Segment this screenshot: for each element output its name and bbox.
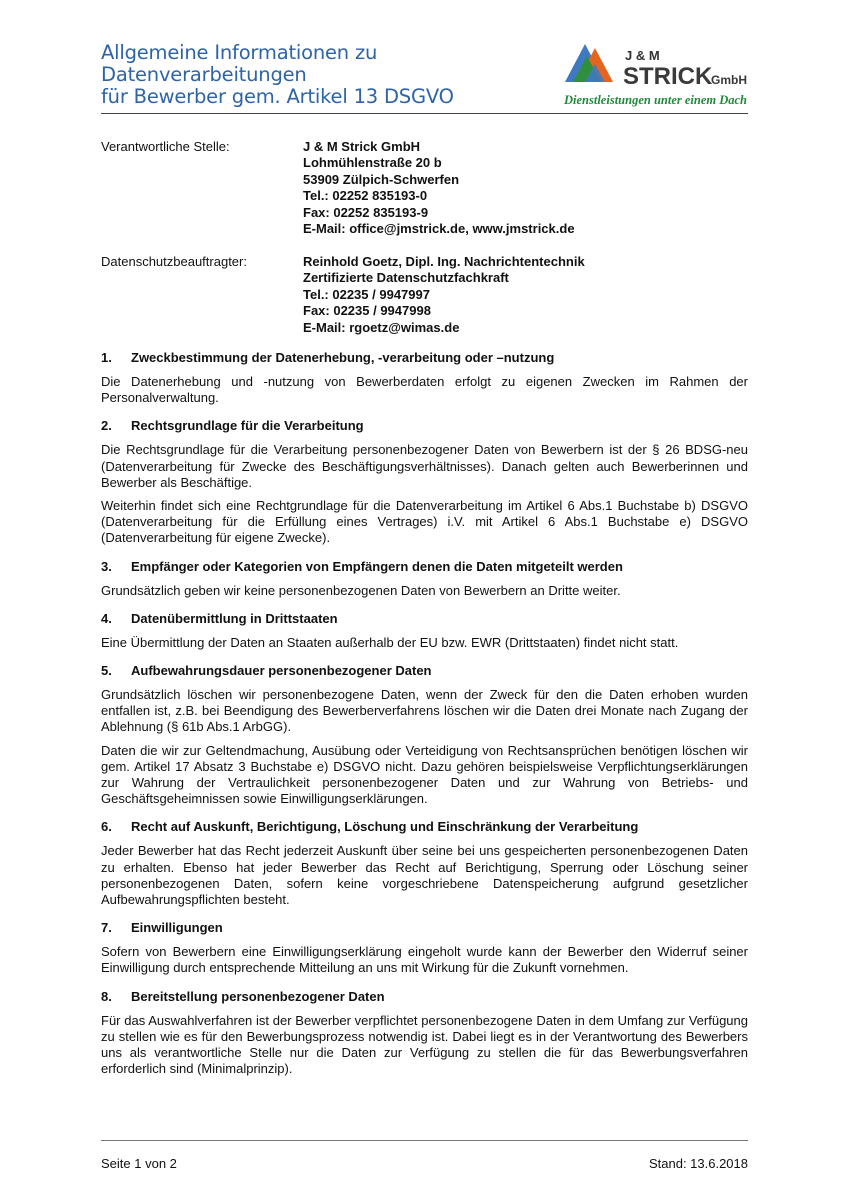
section-heading: 2. Rechtsgrundlage für die Verarbeitung [101, 418, 364, 434]
section [101, 663, 748, 807]
logo-suffix: GmbH [711, 73, 747, 87]
logo-tagline: Dienstleistungen unter einem Dach [564, 93, 748, 107]
section [101, 611, 748, 651]
section-paragraph: Grundsätzlich geben wir keine personenbezogenen Daten von Bewerbern an Dritte weiter. [101, 582, 621, 598]
dpo-label: Datenschutzbeauftragter: [101, 254, 247, 269]
responsible-party-block [101, 139, 751, 239]
responsible-line: J & M Strick GmbH [303, 139, 421, 154]
responsible-line: 53909 Zülpich-Schwerfen [303, 171, 460, 187]
section-heading: 6. Recht auf Auskunft, Berichtigung, Löschung und Einschränkung der Verarbeitung [101, 819, 639, 835]
section-paragraph: Jeder Bewerber hat das Recht jederzeit Auskunft über seine bei uns gespeicherten personenbezogenen Daten zu erhalten. Ebenso hat jeder Bewerber das Recht auf Berichtigung, Sperrung oder Löschung seiner personenbezogenen Daten, sofern keine vorgeschriebene Datenspeicherung aufgrund gesetzlicher Aufbewahrungspflichten besteht. [101, 843, 748, 908]
responsible-line: Lohmühlenstraße 20 b [303, 155, 442, 171]
section [101, 920, 748, 976]
section-paragraph: Die Rechtsgrundlage für die Verarbeitung personenbezogener Daten von Bewerbern ist der § 26 BDSG-neu (Datenverarbeitung für Zwecke des Beschäftigungsverhältnisses). Danach gelten auch Bewerberinnen und Bewerber als Beschäftige. [101, 442, 748, 490]
section-paragraph: Weiterhin findet sich eine Rechtgrundlage für die Datenverarbeitung im Artikel 6 Abs.1 Buchstabe b) DSGVO (Datenverarbeitung für die Erfüllung eines Vertrages) i.V. mit Artikel 6 Abs.1 Buchstabe e) DSGVO (Datenverarbeitung für eigene Zwecke). [101, 498, 748, 546]
responsible-line: Tel.: 02252 835193-0 [303, 188, 428, 204]
dpo-line: Zertifizierte Datenschutzfachkraft [303, 270, 509, 286]
section [101, 559, 748, 599]
section-paragraph: Grundsätzlich löschen wir personenbezogene Daten, wenn der Zweck für den die Daten erhoben wurden entfallen ist, z.B. bei Beendigung des Bewerberverfahrens löschen wir die Daten drei Monate nach Zugang der Ablehnung (§ 61b Abs.1 ArbGG). [101, 687, 748, 735]
section-paragraph: Die Datenerhebung und -nutzung von Bewerberdaten erfolgt zu eigenen Zwecken im Rahmen der Personalverwaltung. [101, 374, 748, 406]
section-heading: 7. Einwilligungen [101, 920, 223, 936]
section-paragraph: Sofern von Bewerbern eine Einwilligungserklärung eingeholt wurde kann der Bewerber den Widerruf seiner Einwilligung durch entsprechende Mitteilung an uns mit Wirkung für die Zukunft vornehmen. [101, 944, 748, 976]
dpo-line: Reinhold Goetz, Dipl. Ing. Nachrichtentechnik [303, 254, 585, 269]
section [101, 418, 748, 546]
section [101, 819, 748, 908]
section [101, 350, 748, 406]
section-paragraph: Daten die wir zur Geltendmachung, Ausübung oder Verteidigung von Rechtsansprüchen benötigen löschen wir gem. Artikel 17 Absatz 3 Buchstabe e) DSGVO nicht. Dazu gehören beispielsweise Verpflichtungserklärungen zur Wahrung der Vertraulichkeit personenbezogener Daten und zur Wahrung von Betriebs- und Geschäftsgeheimnissen sowie Einwilligungserklärungen. [101, 742, 748, 807]
title-line-1: Allgemeine Informationen zu Datenverarbeitungen [101, 41, 378, 86]
page-number: Seite 1 von 2 [101, 1156, 177, 1171]
logo-triangles-icon [565, 44, 613, 82]
section [101, 989, 748, 1078]
footer-divider [101, 1140, 748, 1141]
dpo-block [101, 254, 751, 338]
dpo-line: Fax: 02235 / 9947998 [303, 303, 431, 319]
logo-top-text: J & M [625, 48, 660, 63]
title-line-2: für Bewerber gem. Artikel 13 DSGVO [101, 85, 454, 108]
company-logo [563, 38, 763, 112]
responsible-label: Verantwortliche Stelle: [101, 139, 230, 154]
dpo-details [303, 254, 585, 336]
section-heading: 1. Zweckbestimmung der Datenerhebung, -verarbeitung oder –nutzung [101, 350, 555, 365]
header-divider [101, 113, 748, 114]
document-body [101, 350, 748, 1089]
section-heading: 4. Datenübermittlung in Drittstaaten [101, 610, 338, 626]
section-heading: 5. Aufbewahrungsdauer personenbezogener Daten [101, 663, 432, 679]
section-paragraph: Für das Auswahlverfahren ist der Bewerber verpflichtet personenbezogene Daten in dem Umfang zur Verfügung zu stellen wie es für den Bewerbungsprozess notwendig ist. Dabei liegt es in der Verantwortung des Bewerbers uns als verantwortliche Stelle nur die Daten zur Verfügung zu stellen die für das Bewerbungsverfahren erforderlich sind (Minimalprinzip). [101, 1012, 748, 1077]
responsible-line: Fax: 02252 835193-9 [303, 204, 429, 220]
responsible-line: E-Mail: office@jmstrick.de, www.jmstrick.de [303, 221, 575, 237]
dpo-line: E-Mail: rgoetz@wimas.de [303, 319, 460, 335]
logo-main-text: STRICK [623, 63, 713, 90]
responsible-details [303, 139, 575, 237]
document-date: Stand: 13.6.2018 [648, 1156, 748, 1171]
dpo-line: Tel.: 02235 / 9947997 [303, 286, 430, 302]
section-heading: 3. Empfänger oder Kategorien von Empfängern denen die Daten mitgeteilt werden [101, 558, 623, 574]
section-heading: 8. Bereitstellung personenbezogener Daten [101, 988, 385, 1004]
document-title [101, 42, 571, 108]
section-paragraph: Eine Übermittlung der Daten an Staaten außerhalb der EU bzw. EWR (Drittstaaten) findet nicht statt. [101, 634, 679, 650]
